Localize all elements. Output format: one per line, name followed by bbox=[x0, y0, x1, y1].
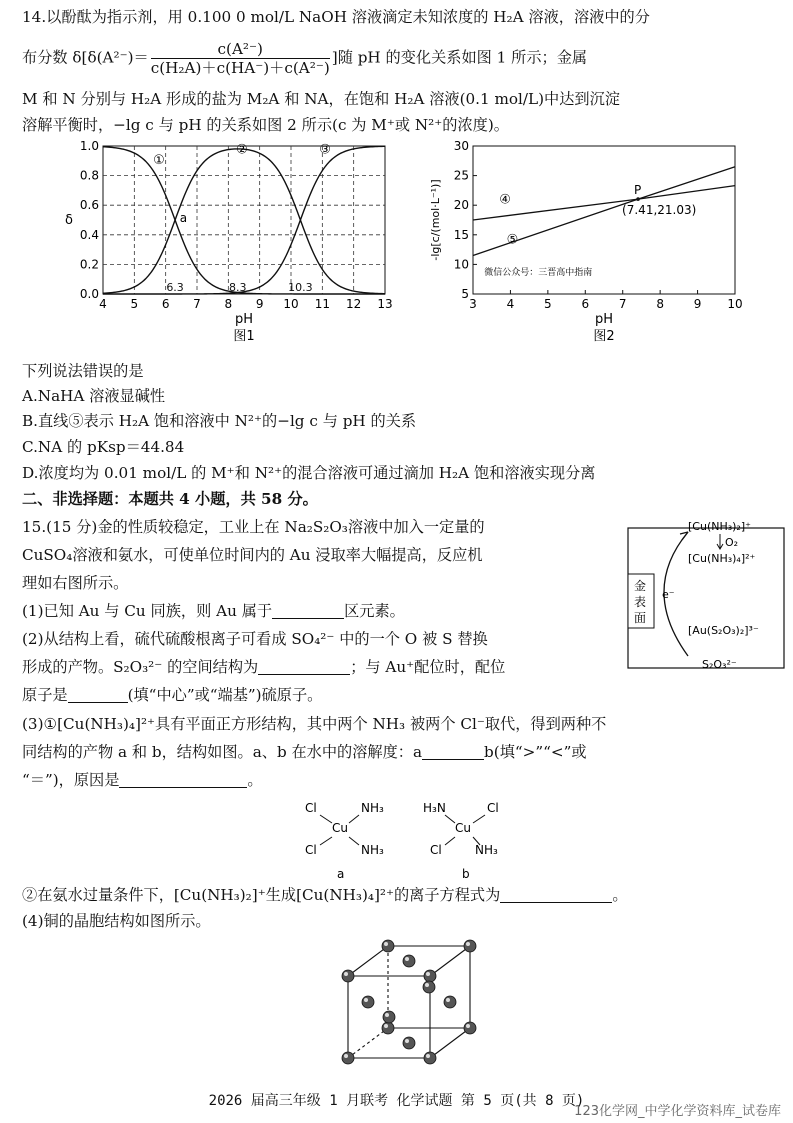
fig1-x-tick-label: 7 bbox=[193, 297, 201, 311]
fig2-point-coords: (7.41,21.03) bbox=[622, 203, 697, 218]
surface-char-3: 面 bbox=[634, 611, 647, 625]
fig1-series-line-2 bbox=[103, 149, 385, 294]
answer-blank-4[interactable] bbox=[422, 743, 484, 760]
q14-line-2 bbox=[22, 40, 587, 77]
face-atom-left bbox=[362, 996, 374, 1008]
species-cu-nh3-4: [Cu(NH₃)₄]²⁺ bbox=[688, 552, 756, 565]
isomer-a-center: Cu bbox=[332, 821, 348, 835]
q15-part-1 bbox=[22, 600, 405, 622]
section-2-heading: 二、非选择题：本题共 4 小题，共 58 分。 bbox=[22, 490, 318, 508]
isomer-b-bottom-left: Cl bbox=[430, 843, 442, 857]
fig1-x-tick-label: 5 bbox=[130, 297, 139, 311]
surface-char-2: 表 bbox=[634, 595, 647, 609]
q15-part-2a: (2)从结构上看，硫代硫酸根离子可看成 SO₄²⁻ 中的一个 O 被 S 替换 bbox=[22, 630, 488, 648]
corner-atom-highlight bbox=[384, 1024, 388, 1028]
figure-2-chart bbox=[425, 138, 755, 360]
corner-atom-highlight bbox=[466, 942, 470, 946]
face-atom-back-highlight bbox=[425, 983, 429, 987]
q15-part-1b: 区元素。 bbox=[344, 602, 405, 620]
fig1-series-line-1 bbox=[103, 147, 385, 294]
surface-char-1: 金 bbox=[634, 579, 647, 593]
isomer-a-label: a bbox=[337, 867, 345, 881]
fig2-point-label: P bbox=[634, 183, 642, 198]
q15-part-4: (4)铜的晶胞结构如图所示。 bbox=[22, 912, 211, 930]
fig2-caption: 图2 bbox=[593, 329, 615, 344]
fig1-x-tick-label: 9 bbox=[255, 297, 264, 311]
cell-depth-edge bbox=[348, 946, 388, 976]
corner-atom-highlight bbox=[344, 972, 348, 976]
electron-label: e⁻ bbox=[662, 588, 675, 601]
face-atom-bottom bbox=[403, 1037, 415, 1049]
q14-option-b: B.直线⑤表示 H₂A 饱和溶液中 N²⁺的−lg c 与 pH 的关系 bbox=[22, 412, 417, 430]
fig1-x-tick-label: 12 bbox=[346, 297, 362, 311]
isomer-a bbox=[305, 801, 384, 881]
answer-blank-2[interactable] bbox=[258, 658, 350, 675]
q15-line-3: 理如右图所示。 bbox=[22, 574, 129, 592]
corner-atom-highlight bbox=[344, 1054, 348, 1058]
fig1-x-tick-label: 10 bbox=[283, 297, 299, 311]
fig2-y-tick-label: 10 bbox=[453, 257, 469, 272]
fig1-point-label: a bbox=[179, 211, 188, 225]
fig1-series-line-3 bbox=[103, 146, 385, 294]
unit-cell-diagram bbox=[330, 932, 480, 1067]
cell-depth-edge bbox=[430, 946, 470, 976]
isomer-b-bottom-right: NH₃ bbox=[475, 843, 498, 857]
q15-part-1a: (1)已知 Au 与 Cu 同族，则 Au 属于 bbox=[22, 602, 273, 620]
face-atom-front bbox=[383, 1011, 395, 1023]
fraction-denominator: c(H₂A)＋c(HA⁻)＋c(A²⁻) bbox=[150, 59, 330, 77]
q15-part-2d-text: 原子是 bbox=[22, 686, 68, 704]
q14-line-2a: 布分数 δ[δ(A²⁻)＝ bbox=[22, 48, 149, 67]
fig2-x-tick-label: 9 bbox=[693, 297, 702, 311]
fig2-y-tick-label: 15 bbox=[453, 227, 469, 242]
fig1-y-tick-label: 0.4 bbox=[79, 227, 99, 242]
face-atom-back bbox=[423, 981, 435, 993]
fig2-x-tick-label: 5 bbox=[544, 297, 552, 311]
fig1-annotation: 10.3 bbox=[288, 281, 313, 294]
answer-blank-6[interactable] bbox=[500, 886, 612, 903]
fig2-watermark: 微信公众号：三晋高中指南 bbox=[484, 268, 593, 279]
answer-blank-1[interactable] bbox=[272, 602, 344, 619]
fig1-annotation: 8.3 bbox=[228, 281, 247, 294]
fig2-y-tick-label: 25 bbox=[453, 168, 469, 183]
isomer-structures bbox=[295, 792, 525, 884]
corner-atom-highlight bbox=[384, 942, 388, 946]
isomer-a-bottom-right: NH₃ bbox=[361, 843, 384, 857]
q14-line-4: 溶解平衡时，−lg c 与 pH 的关系如图 2 所示(c 为 M⁺或 N²⁺的浓度)。 bbox=[22, 116, 509, 134]
fig2-x-axis-title: pH bbox=[594, 312, 614, 327]
face-atom-bottom-highlight bbox=[405, 1039, 409, 1043]
q15-part-3e-text: 。 bbox=[247, 771, 263, 789]
corner-atom bbox=[342, 1052, 354, 1064]
q15-part-2c-text: ；与 Au⁺配位时，配位 bbox=[350, 658, 506, 676]
fig1-x-tick-label: 4 bbox=[99, 297, 107, 311]
fig2-x-tick-label: 4 bbox=[506, 297, 515, 311]
figure-1-chart bbox=[55, 138, 405, 360]
species-cu-nh3-2: [Cu(NH₃)₂]⁺ bbox=[688, 520, 751, 533]
corner-atom bbox=[342, 970, 354, 982]
species-s2o3: S₂O₃²⁻ bbox=[702, 658, 737, 671]
corner-atom bbox=[464, 940, 476, 952]
fig2-point-p bbox=[636, 197, 640, 201]
q14-line-2b: ]随 pH 的变化关系如图 1 所示；金属 bbox=[331, 48, 588, 67]
fig2-x-tick-label: 8 bbox=[656, 297, 664, 311]
cell-depth-edge bbox=[430, 1028, 470, 1058]
fig2-line-label-5: ⑤ bbox=[506, 232, 519, 248]
q15-part-3d-text: “＝”)，原因是 bbox=[22, 771, 120, 789]
q14-stem: 下列说法错误的是 bbox=[22, 362, 144, 380]
fig2-x-tick-label: 6 bbox=[581, 297, 590, 311]
fig2-x-tick-label: 3 bbox=[469, 297, 477, 311]
q14-option-c: C.NA 的 pKsp＝44.84 bbox=[22, 438, 185, 456]
isomer-a-bottom-left: Cl bbox=[305, 843, 317, 857]
face-atom-front-highlight bbox=[385, 1013, 389, 1017]
fig1-x-tick-label: 13 bbox=[377, 297, 393, 311]
fig2-line-label-4: ④ bbox=[499, 192, 511, 208]
q14-line-1: 14.以酚酞为指示剂，用 0.100 0 mol/L NaOH 溶液滴定未知浓度的 H₂A 溶液，溶液中的分 bbox=[22, 8, 650, 26]
fig1-annotation: 6.3 bbox=[166, 281, 184, 294]
q15-part-3c-text: b(填“>”“<”或 bbox=[484, 743, 587, 761]
q15-part-3b-text: 同结构的产物 a 和 b，结构如图。a、b 在水中的溶解度：a bbox=[22, 743, 423, 761]
q15-part-3a: (3)①[Cu(NH₃)₄]²⁺具有平面正方形结构，其中两个 NH₃ 被两个 Cl⁻取代，得到两种不 bbox=[22, 715, 607, 733]
q15-part-2b-text: 形成的产物。S₂O₃²⁻ 的空间结构为 bbox=[22, 658, 259, 676]
face-atom-top bbox=[403, 955, 415, 967]
q15-part-3g-text: 。 bbox=[612, 886, 628, 904]
fig1-y-tick-label: 0.2 bbox=[79, 257, 99, 272]
face-atom-right bbox=[444, 996, 456, 1008]
fig1-plot-frame bbox=[103, 146, 385, 294]
q15-part-3d bbox=[22, 769, 263, 791]
isomer-b-top-left: H₃N bbox=[423, 801, 446, 815]
corner-atom-highlight bbox=[466, 1024, 470, 1028]
isomer-b-label: b bbox=[462, 867, 470, 881]
q15-part-2e-text: (填“中心”或“端基”)硫原子。 bbox=[127, 686, 323, 704]
fig1-caption: 图1 bbox=[233, 329, 255, 344]
fig1-x-tick-label: 6 bbox=[161, 297, 170, 311]
corner-atom bbox=[424, 1052, 436, 1064]
q15-part-3b bbox=[22, 741, 587, 763]
fig1-y-axis-title: δ bbox=[65, 213, 73, 228]
fraction-numerator: c(A²⁻) bbox=[151, 40, 330, 59]
fig1-y-tick-label: 0.6 bbox=[79, 198, 99, 213]
distribution-fraction bbox=[151, 40, 330, 77]
cell-depth-edge bbox=[348, 1028, 388, 1058]
corner-atom bbox=[464, 1022, 476, 1034]
fig2-x-tick-label: 10 bbox=[727, 297, 743, 311]
fig1-y-tick-label: 0.0 bbox=[79, 287, 99, 301]
q15-part-2b bbox=[22, 656, 505, 678]
q15-part-3f bbox=[22, 884, 628, 906]
fig1-y-tick-label: 1.0 bbox=[79, 139, 99, 153]
fig2-y-tick-label: 20 bbox=[453, 198, 469, 213]
q15-line-1: 15.(15 分)金的性质较稳定，工业上在 Na₂S₂O₃溶液中加入一定量的 bbox=[22, 518, 485, 536]
face-atom-top-highlight bbox=[405, 957, 409, 961]
fig1-curve-label-1: ① bbox=[153, 152, 165, 168]
fig1-curve-label-2: ② bbox=[236, 142, 248, 158]
q15-part-3f-text: ②在氨水过量条件下，[Cu(NH₃)₂]⁺生成[Cu(NH₃)₄]²⁺的离子方程式为 bbox=[22, 886, 501, 904]
isomer-b-center: Cu bbox=[455, 821, 471, 835]
fig1-x-axis-title: pH bbox=[234, 312, 254, 327]
q15-line-2: CuSO₄溶液和氨水，可使单位时间内的 Au 浸取率大幅提高，反应机 bbox=[22, 546, 483, 564]
answer-blank-3[interactable] bbox=[68, 686, 128, 703]
fig2-x-tick-label: 7 bbox=[618, 297, 627, 311]
corner-atom bbox=[382, 940, 394, 952]
face-atom-right-highlight bbox=[446, 998, 450, 1002]
corner-atom-highlight bbox=[426, 972, 430, 976]
isomer-a-top-left: Cl bbox=[305, 801, 317, 815]
page-footer: 2026 届高三年级 1 月联考 化学试题 第 5 页(共 8 页) bbox=[208, 1093, 585, 1109]
corner-atom-highlight bbox=[426, 1054, 430, 1058]
fig2-y-tick-label: 30 bbox=[453, 139, 469, 153]
fig1-x-tick-label: 8 bbox=[224, 297, 233, 311]
face-atom-left-highlight bbox=[364, 998, 368, 1002]
o2-label: O₂ bbox=[725, 536, 739, 549]
species-au-s2o3: [Au(S₂O₃)₂]³⁻ bbox=[688, 624, 759, 637]
isomer-b bbox=[423, 801, 499, 881]
q14-line-3: M 和 N 分别与 H₂A 形成的盐为 M₂A 和 NA，在饱和 H₂A 溶液(0.1 mol/L)中达到沉淀 bbox=[22, 90, 620, 108]
q15-part-2d bbox=[22, 684, 322, 706]
corner-atom bbox=[424, 970, 436, 982]
isomer-b-top-right: Cl bbox=[487, 801, 499, 815]
fig2-y-tick-label: 5 bbox=[461, 287, 469, 301]
mechanism-diagram bbox=[622, 516, 793, 684]
q14-option-d: D.浓度均为 0.01 mol/L 的 M⁺和 N²⁺的混合溶液可通过滴加 H₂A 饱和溶液实现分离 bbox=[22, 464, 596, 482]
fig1-curve-label-3: ③ bbox=[319, 142, 331, 158]
fig2-y-axis-title: -lg[c/(mol·L⁻¹)] bbox=[429, 179, 442, 261]
isomer-a-top-right: NH₃ bbox=[361, 801, 384, 815]
fig1-y-tick-label: 0.8 bbox=[79, 168, 99, 183]
fig1-x-tick-label: 11 bbox=[314, 297, 330, 311]
corner-atom bbox=[382, 1022, 394, 1034]
answer-blank-5[interactable] bbox=[119, 771, 247, 788]
q14-option-a: A.NaHA 溶液显碱性 bbox=[22, 387, 166, 405]
bottom-watermark: 123化学网_中学化学资料库_试卷库 bbox=[574, 1104, 781, 1119]
